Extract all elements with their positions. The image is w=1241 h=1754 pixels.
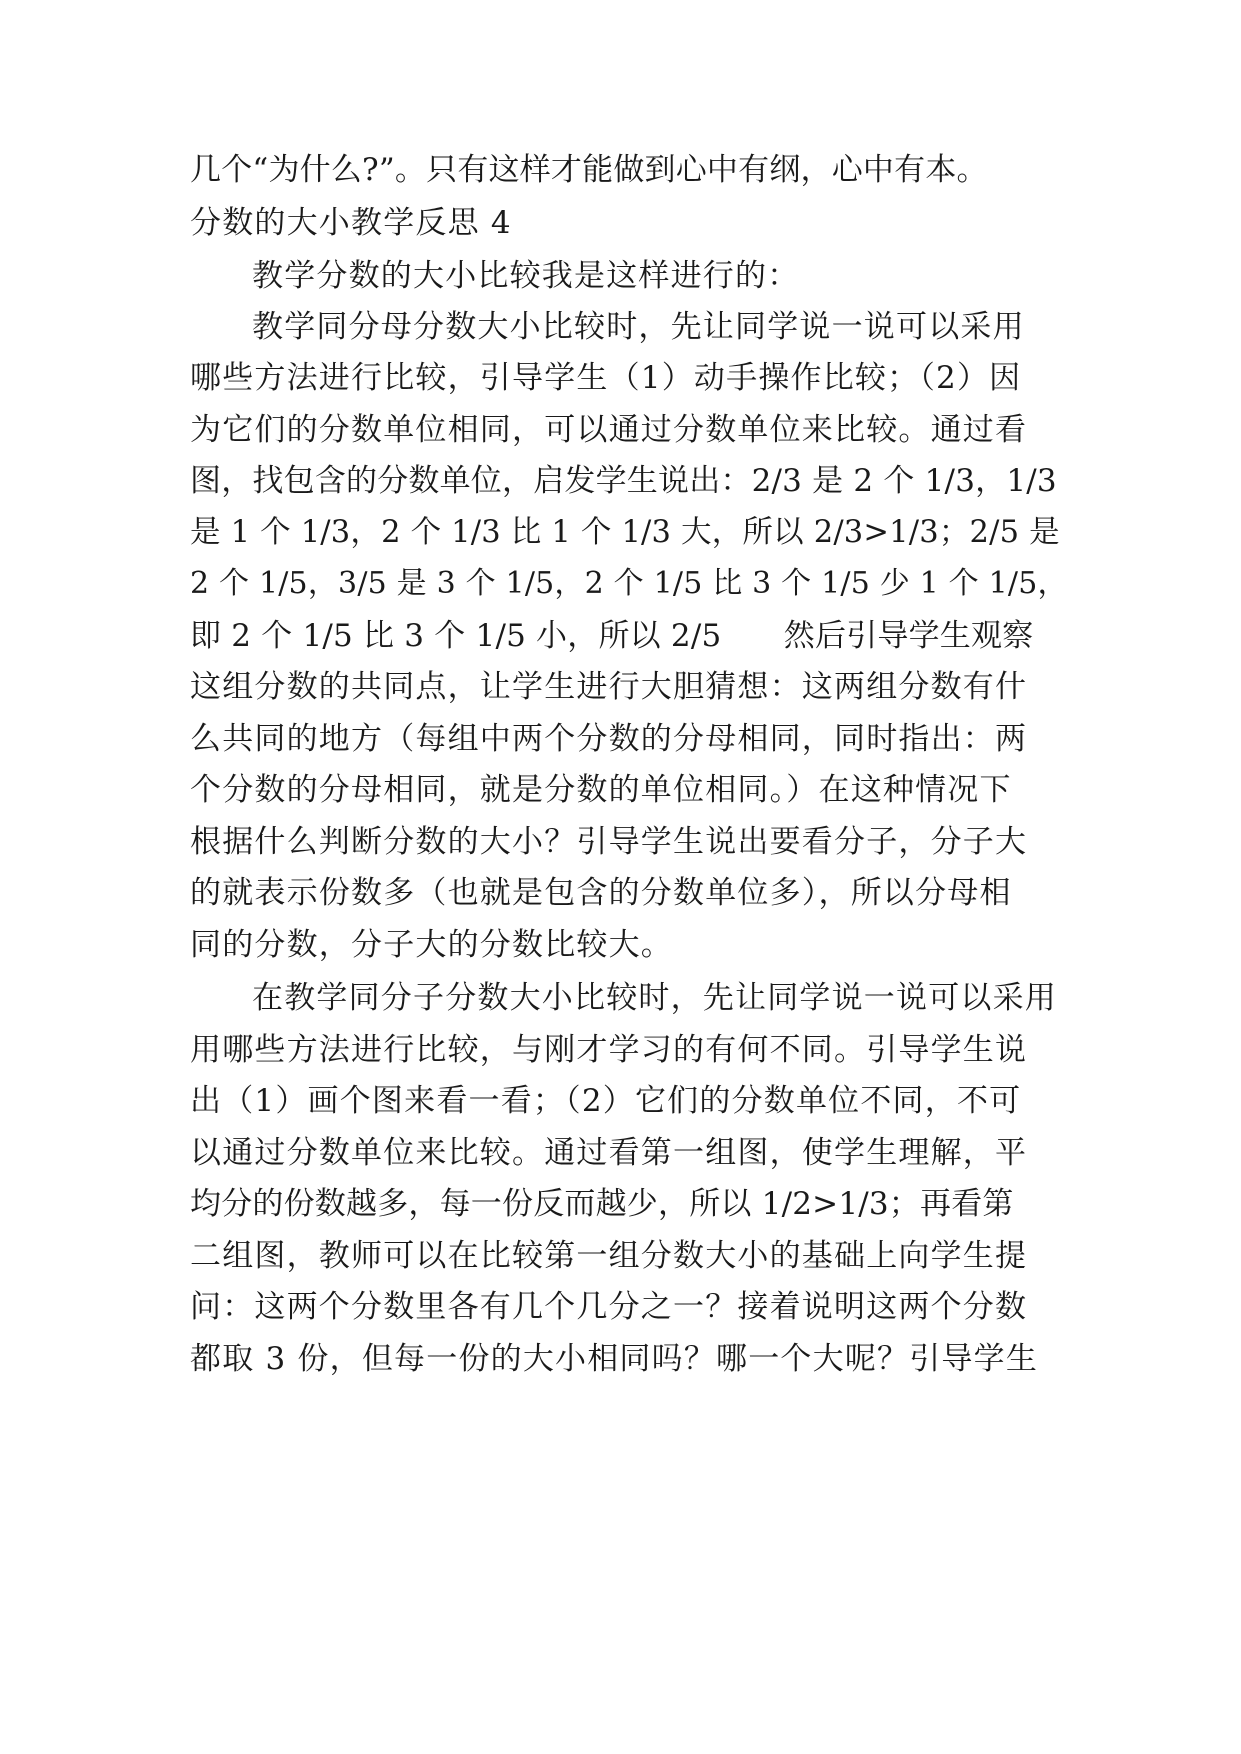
paragraph-line: 教学分数的大小比较我是这样进行的： — [252, 258, 800, 294]
paragraph-line: 问：这两个分数里各有几个几分之一？接着说明这两个分数 — [190, 1289, 1028, 1325]
paragraph-line: 哪些方法进行比较，引导学生（1）动手操作比较；（2）因 — [190, 360, 1022, 396]
paragraph-line: 以通过分数单位来比较。通过看第一组图，使学生理解，平 — [190, 1135, 1028, 1171]
paragraph-line: 么共同的地方（每组中两个分数的分母相同，同时指出：两 — [190, 721, 1028, 757]
paragraph-line: 用哪些方法进行比较，与刚才学习的有何不同。引导学生说 — [190, 1032, 1028, 1068]
paragraph-line: 根据什么判断分数的大小？引导学生说出要看分子，分子大 — [190, 824, 1028, 860]
paragraph-line: 出（1）画个图来看一看；（2）它们的分数单位不同，不可 — [190, 1083, 1022, 1119]
paragraph-line: 教学同分母分数大小比较时，先让同学说一说可以采用 — [252, 309, 1025, 345]
paragraph-line: 在教学同分子分数大小比较时，先让同学说一说可以采用 — [252, 980, 1057, 1016]
paragraph-line: 图，找包含的分数单位，启发学生说出：2/3 是 2 个 1/3，1/3 — [190, 463, 1057, 499]
section-heading: 分数的大小教学反思 4 — [190, 205, 512, 241]
paragraph-line: 同的分数，分子大的分数比较大。 — [190, 927, 673, 963]
paragraph-line: 二组图，教师可以在比较第一组分数大小的基础上向学生提 — [190, 1238, 1028, 1274]
paragraph-line: 这组分数的共同点，让学生进行大胆猜想：这两组分数有什 — [190, 669, 1028, 705]
paragraph-line: 的就表示份数多（也就是包含的分数单位多），所以分母相 — [190, 875, 1012, 911]
paragraph-line: 是 1 个 1/3，2 个 1/3 比 1 个 1/3 大，所以 2/3>1/3；2/5 是 — [190, 515, 1060, 550]
text-line: 几个“为什么?”。只有这样才能做到心中有纲，心中有本。 — [190, 152, 988, 188]
paragraph-line: 均分的份数越多，每一份反而越少，所以 1/2>1/3；再看第 — [190, 1186, 1014, 1222]
paragraph-line: 即 2 个 1/5 比 3 个 1/5 小，所以 2/5 然后引导学生观察 — [190, 618, 1034, 654]
paragraph-line: 2 个 1/5，3/5 是 3 个 1/5，2 个 1/5 比 3 个 1/5 少 1 个 1/5， — [190, 566, 1068, 601]
paragraph-line: 都取 3 份，但每一份的大小相同吗？哪一个大呢？引导学生 — [190, 1341, 1039, 1377]
paragraph-line: 个分数的分母相同，就是分数的单位相同。）在这种情况下 — [190, 772, 1012, 808]
paragraph-line: 为它们的分数单位相同，可以通过分数单位来比较。通过看 — [190, 412, 1028, 448]
